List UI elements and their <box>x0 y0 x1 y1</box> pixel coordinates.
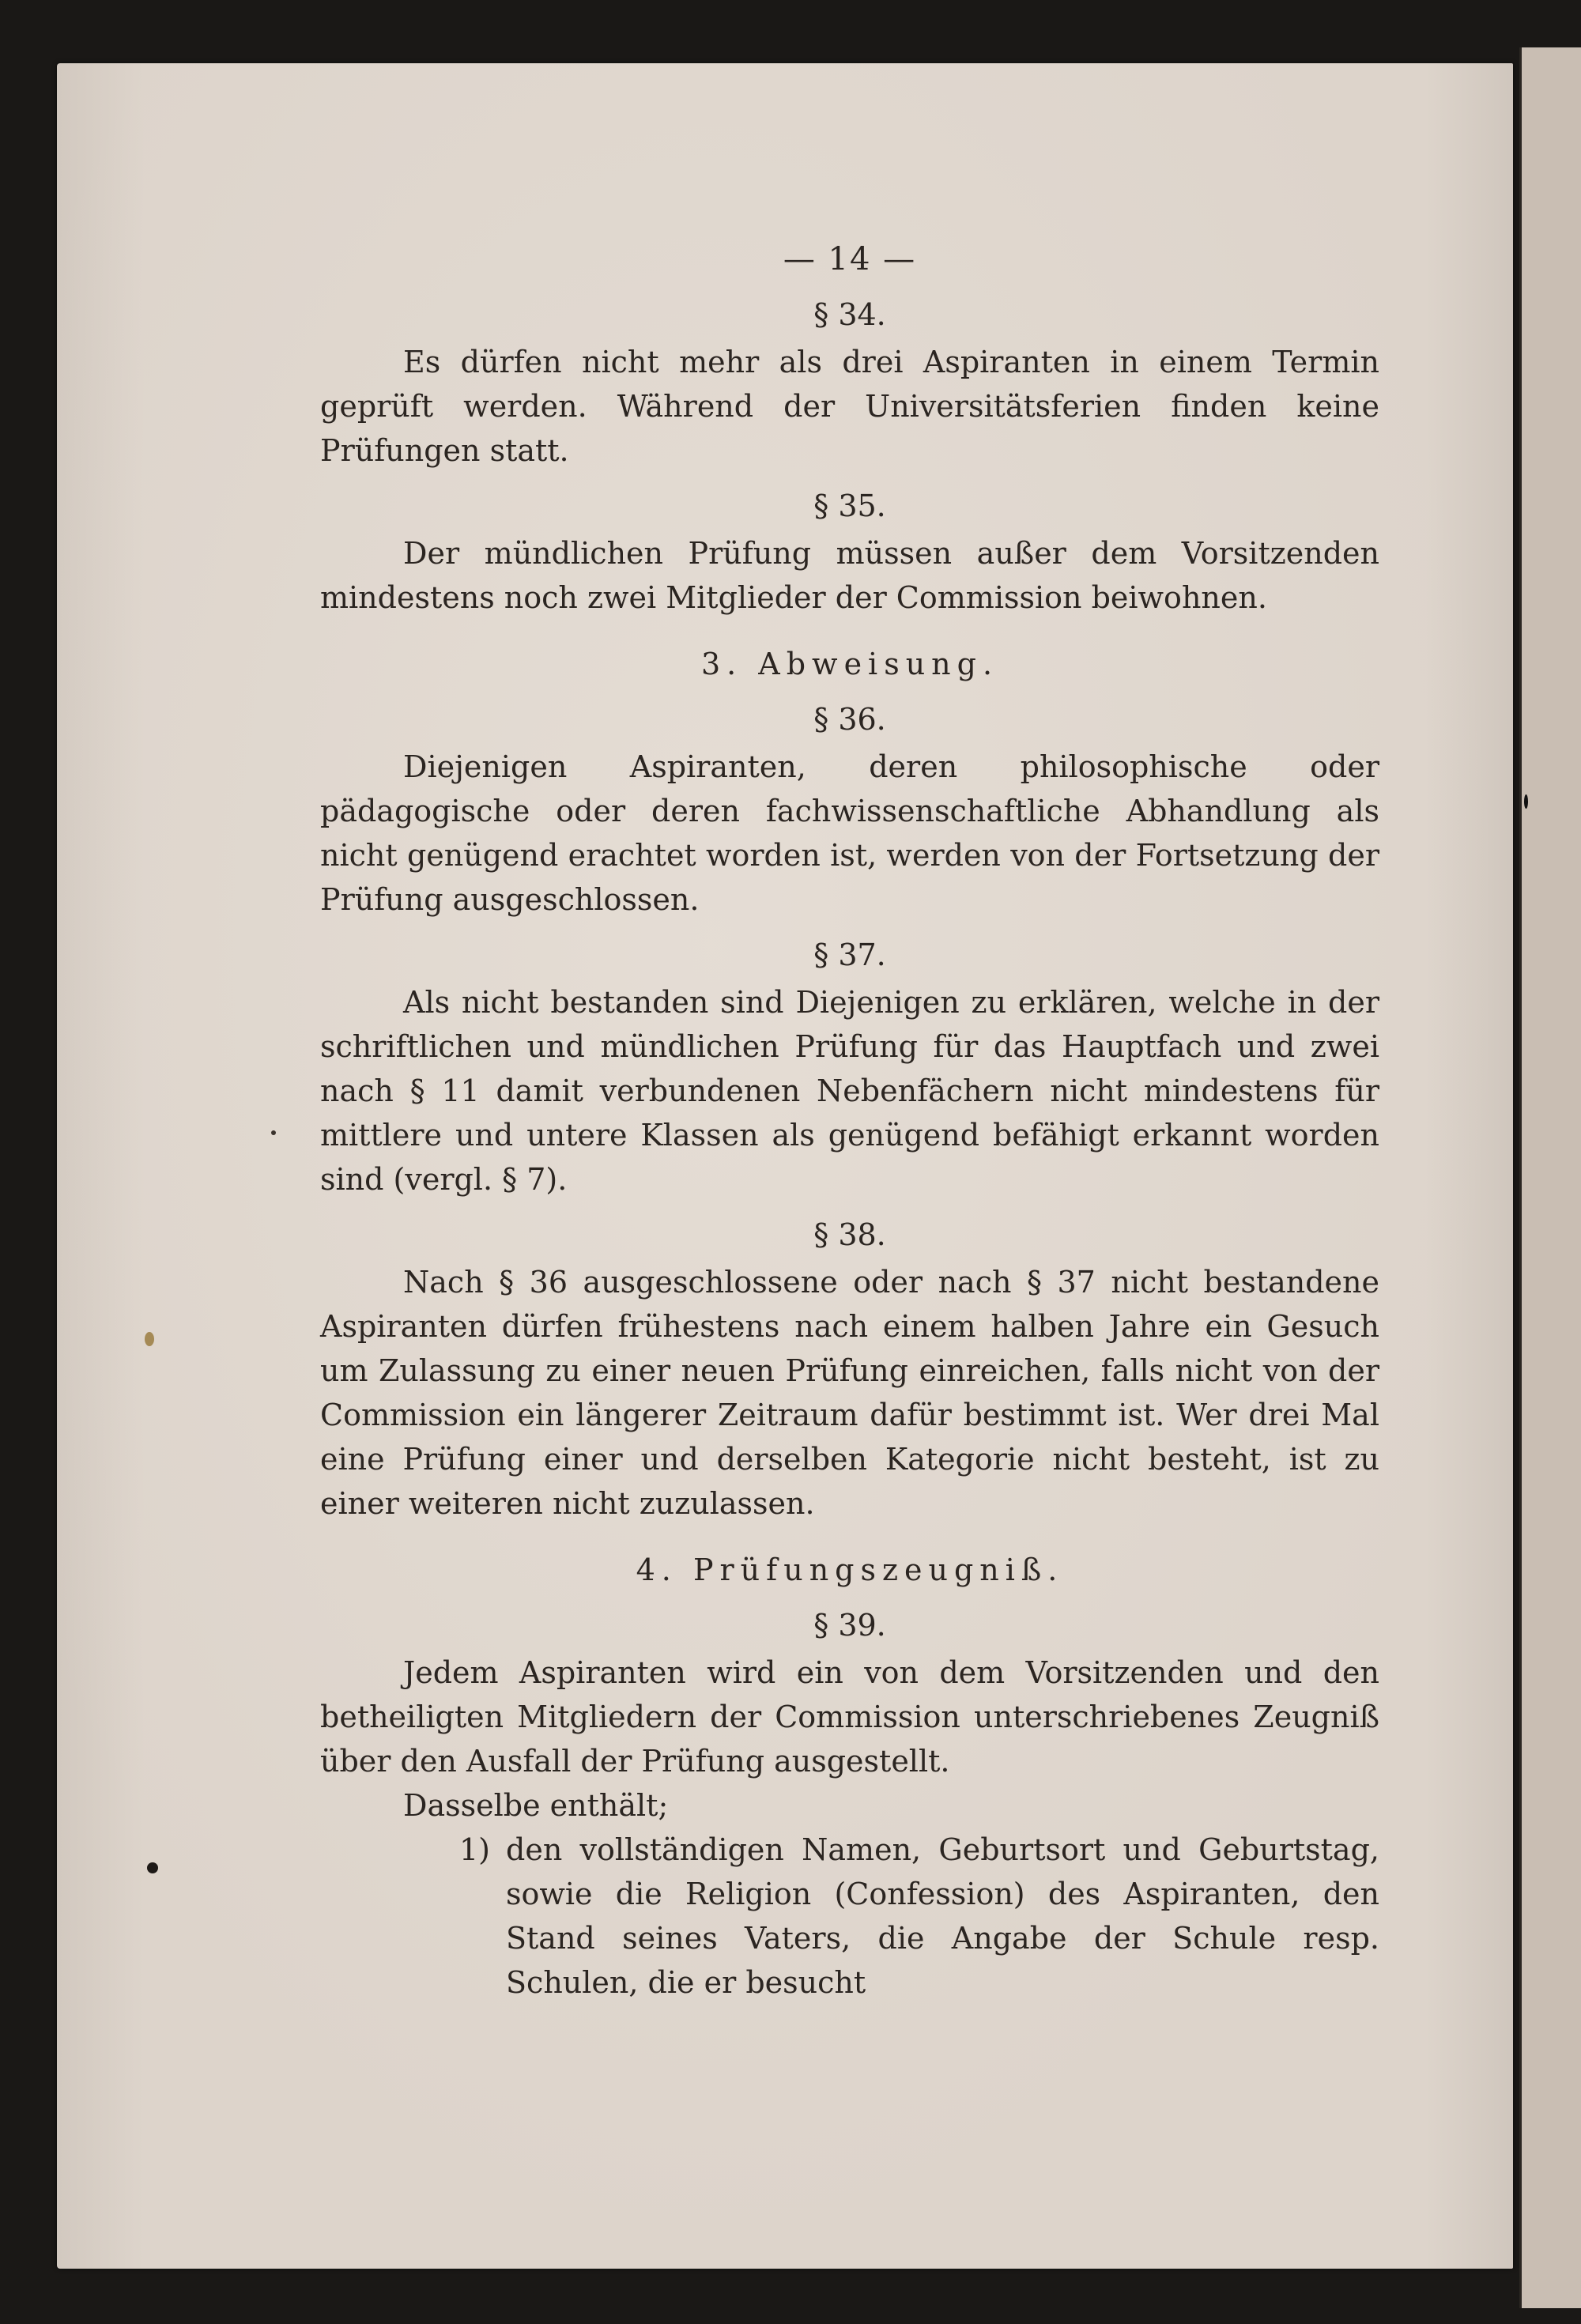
paragraph-heading-37: § 37. <box>813 938 886 972</box>
section-title-pruefungszeugniss: 4. Prüfungszeugniß. <box>636 1552 1064 1587</box>
list-item-number: 1) <box>458 1832 490 1867</box>
paragraph-heading-34: § 34. <box>813 297 886 332</box>
paragraph-35-text: Der mündlichen Prüfung müssen außer dem Vorsitzenden mindestens noch zwei Mitglieder der Commission beiwohnen. <box>320 536 1379 615</box>
ink-speck <box>271 1130 276 1135</box>
paragraph-38-text: Nach § 36 ausgeschlossene oder nach § 37 nicht bestandene Aspiranten dürfen frühestens nach einem halben Jahre ein Gesuch um Zulassung zu einer neuen Prüfung einreichen, falls nicht von der Commission ein längerer Zeitraum dafür bestimmt ist. Wer drei Mal eine Prüfung einer und derselben Kategorie nicht besteht, ist zu einer weiteren nicht zuzulassen. <box>320 1265 1379 1521</box>
paragraph-37-text: Als nicht bestanden sind Diejenigen zu erklären, welche in der schriftlichen und mündlichen Prüfung für das Hauptfach und zwei nach § 11 damit verbundenen Nebenfächern nicht mindestens für mittlere und untere Klassen als genügend befähigt erkannt worden sind (vergl. § 7). <box>320 985 1379 1197</box>
paragraph-heading-38: § 38. <box>813 1217 886 1252</box>
paragraph-36-text: Diejenigen Aspiranten, deren philosophische oder pädagogische oder deren fachwissenschaftliche Abhandlung als nicht genügend erachtet worden ist, werden von der Fortsetzung der Prüfung ausgeschlossen. <box>320 749 1379 917</box>
ink-speck <box>145 1332 154 1346</box>
section-title-abweisung: 3. Abweisung. <box>700 647 999 681</box>
page-number: — 14 — <box>783 241 917 277</box>
paragraph-heading-36: § 36. <box>813 702 886 737</box>
page-text <box>320 237 1379 2005</box>
list-item <box>320 1828 1379 2005</box>
list-item-text: den vollständigen Namen, Geburtsort und Geburtstag, sowie die Religion (Confession) des Aspiranten, den Stand seines Vaters, die Angabe der Schule resp. Schulen, die er besucht <box>506 1832 1379 2000</box>
ink-speck <box>147 1862 158 1873</box>
adjacent-page-edge <box>1519 47 1581 2308</box>
paragraph-39-text: Jedem Aspiranten wird ein von dem Vorsitzenden und den betheiligten Mitgliedern der Commission unterschriebenes Zeugniß über den Ausfall der Prüfung ausgestellt. <box>320 1655 1379 1779</box>
paragraph-heading-35: § 35. <box>813 489 886 523</box>
ink-speck <box>1524 794 1528 809</box>
paragraph-34-text: Es dürfen nicht mehr als drei Aspiranten in einem Termin geprüft werden. Während der Universitätsferien finden keine Prüfungen statt. <box>320 345 1379 468</box>
paragraph-39-intro: Dasselbe enthält; <box>403 1788 669 1823</box>
paragraph-heading-39: § 39. <box>813 1608 886 1643</box>
